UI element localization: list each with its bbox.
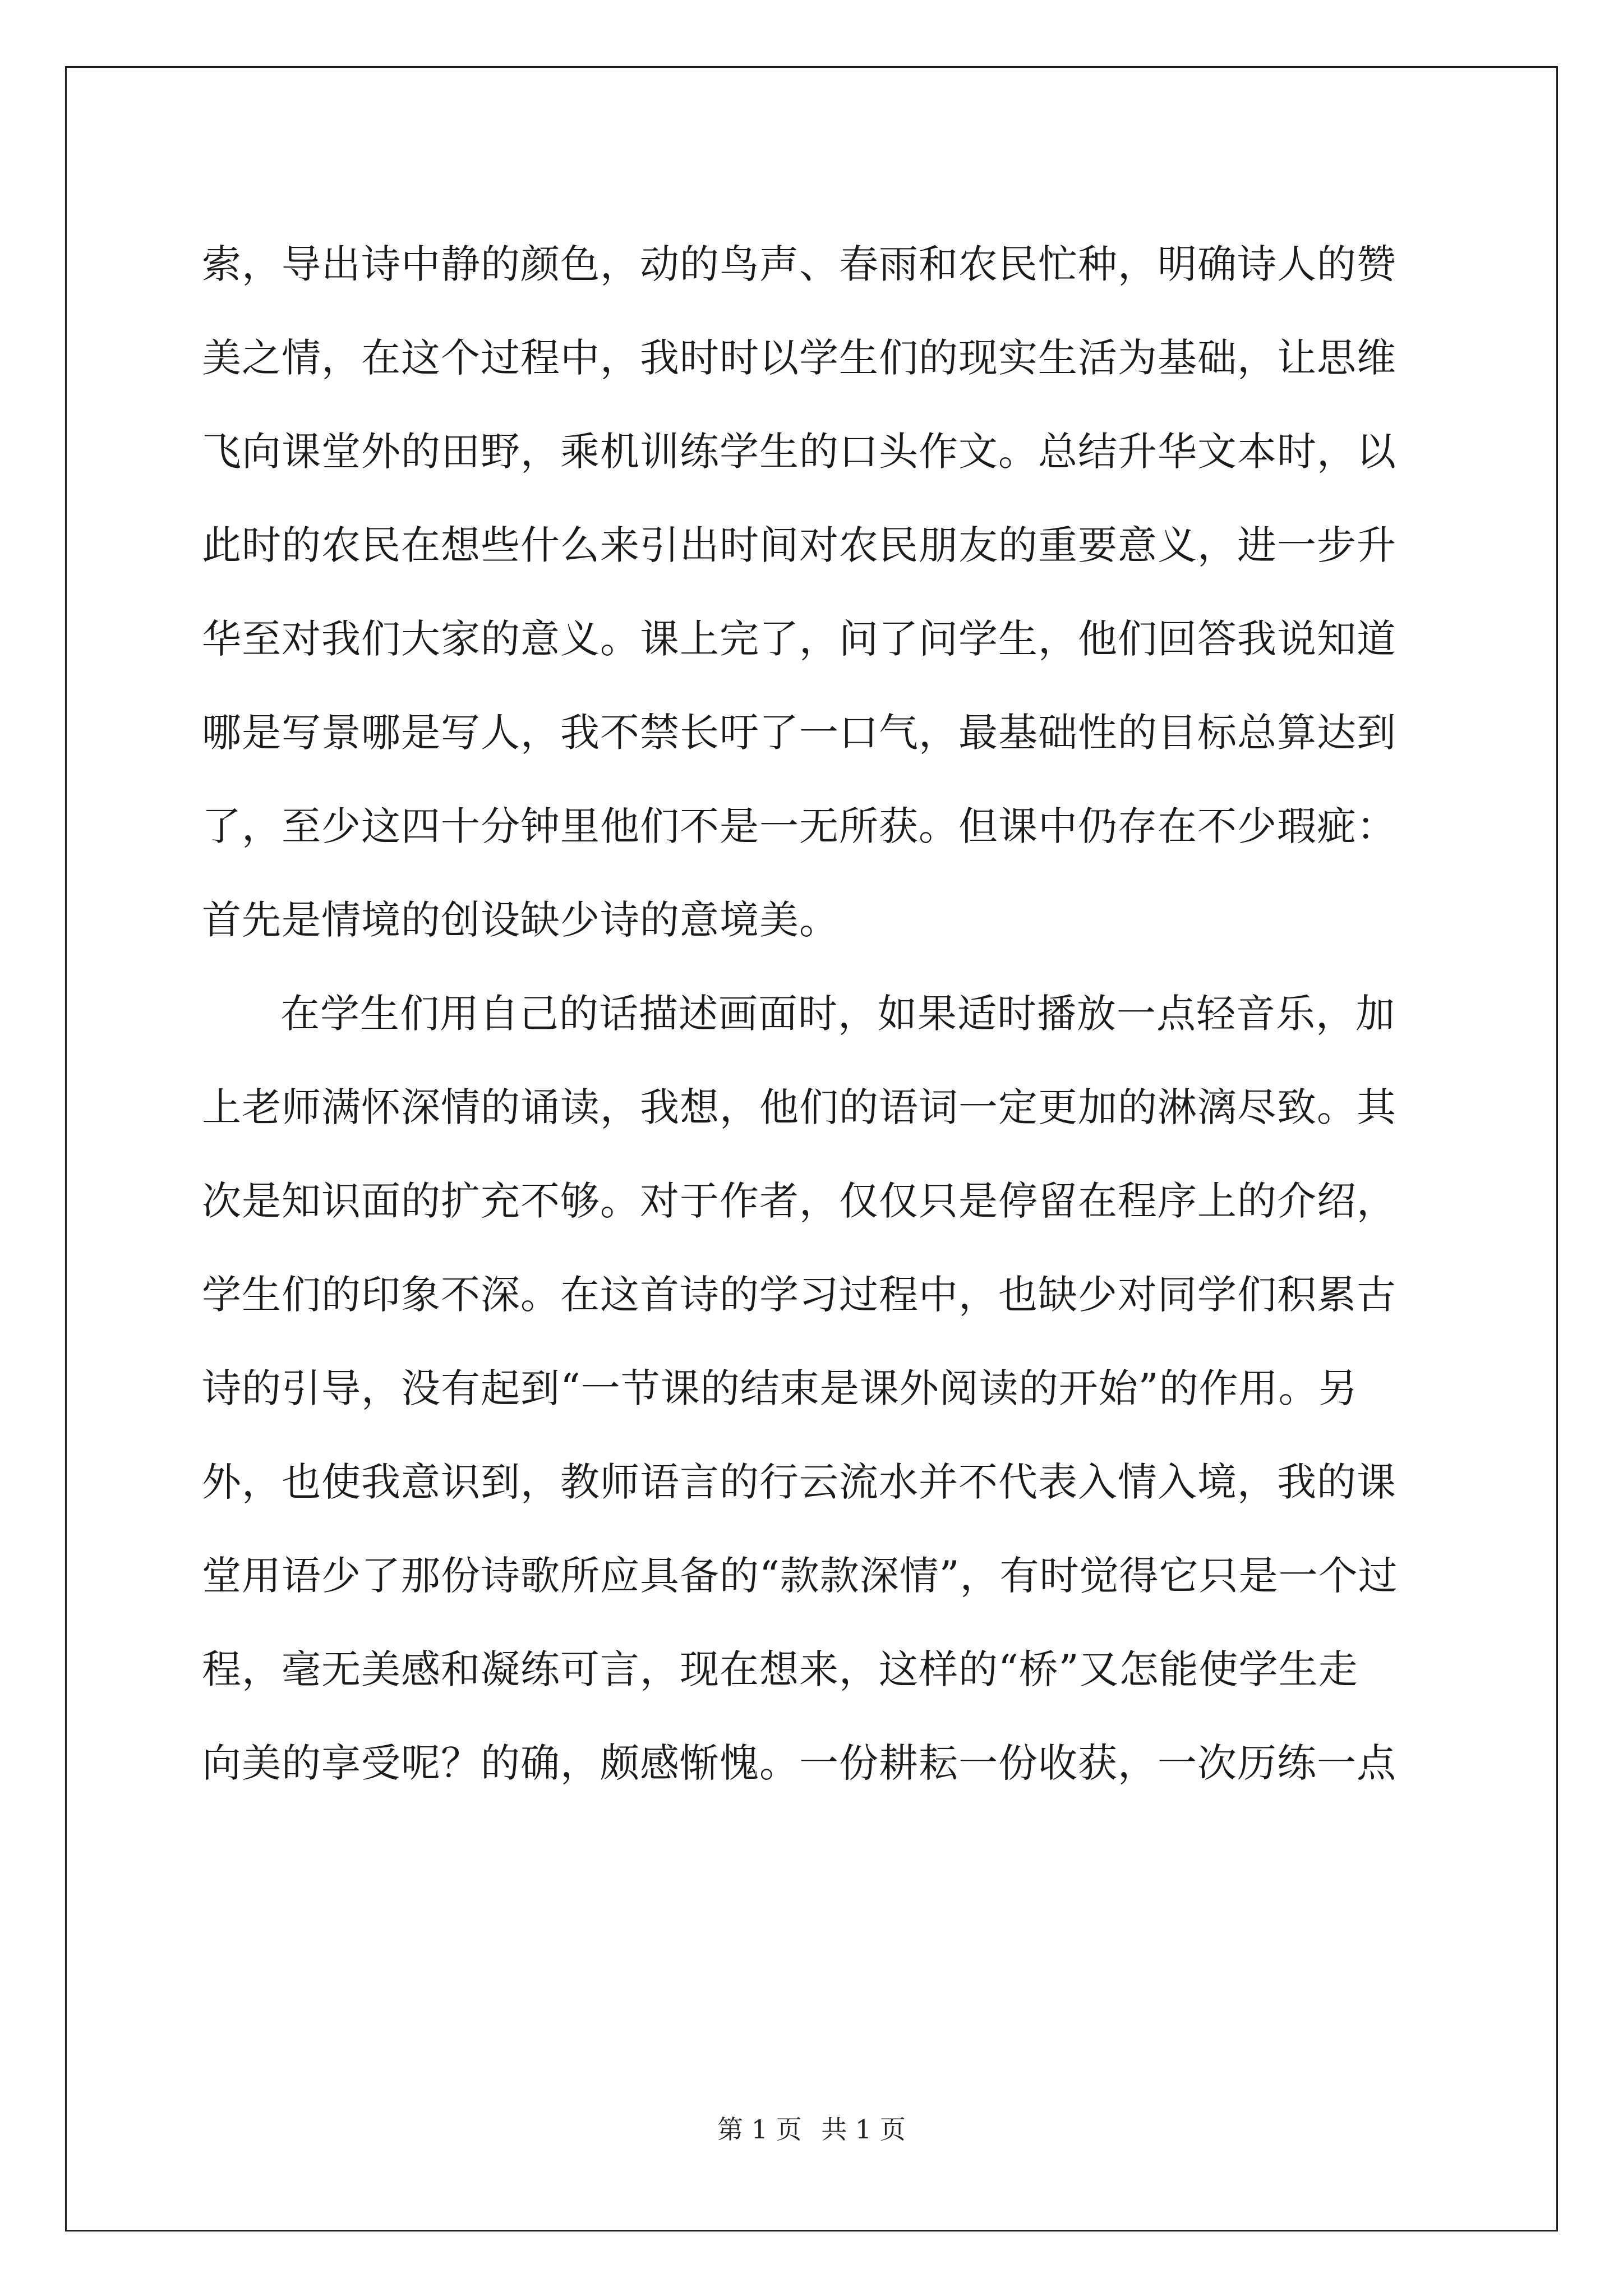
- text-line: 哪是写景哪是写人，我不禁长吁了一口气，最基础性的目标总算达到: [202, 710, 1396, 756]
- text-line: 次是知识面的扩充不够。对于作者，仅仅只是停留在程序上的介绍，: [202, 1178, 1396, 1224]
- paragraph-1: [202, 218, 1430, 967]
- page-number: 第 1 页: [717, 2114, 802, 2145]
- text-line: 此时的农民在想些什么来引出时间对农民朋友的重要意义，进一步升: [202, 522, 1396, 568]
- text-line: 上老师满怀深情的诵读，我想，他们的语词一定更加的淋漓尽致。其: [202, 1084, 1396, 1130]
- text-line: 首先是情境的创设缺少诗的意境美。: [202, 897, 839, 943]
- document-body: [202, 218, 1430, 1810]
- text-line: 了，至少这四十分钟里他们不是一无所获。但课中仍存在不少瑕疵：: [202, 803, 1396, 849]
- paragraph-2: [202, 967, 1430, 1810]
- text-line: 飞向课堂外的田野，乘机训练学生的口头作文。总结升华文本时，以: [202, 429, 1396, 475]
- text-line: 诗的引导，没有起到“一节课的结束是课外阅读的开始”的作用。另: [202, 1365, 1358, 1411]
- text-line: 华至对我们大家的意义。课上完了，问了问学生，他们回答我说知道: [202, 616, 1396, 662]
- text-line: 学生们的印象不深。在这首诗的学习过程中，也缺少对同学们积累古: [202, 1272, 1396, 1318]
- text-line: 堂用语少了那份诗歌所应具备的“款款深情”，有时觉得它只是一个过: [202, 1553, 1398, 1599]
- text-line: 外，也使我意识到，教师语言的行云流水并不代表入情入境，我的课: [202, 1459, 1396, 1505]
- text-line: 美之情，在这个过程中，我时时以学生们的现实生活为基础，让思维: [202, 335, 1396, 381]
- text-line-indented: 在学生们用自己的话描述画面时，如果适时播放一点轻音乐，加: [280, 991, 1395, 1037]
- text-line: 向美的享受呢？的确，颇感惭愧。一份耕耘一份收获，一次历练一点: [202, 1740, 1396, 1786]
- text-line: 索，导出诗中静的颜色，动的鸟声、春雨和农民忙种，明确诗人的赞: [202, 241, 1396, 287]
- text-line: 程，毫无美感和凝练可言，现在想来，这样的“桥”又怎能使学生走: [202, 1646, 1358, 1692]
- page-footer: [0, 2109, 1623, 2146]
- page-total: 共 1 页: [821, 2114, 906, 2145]
